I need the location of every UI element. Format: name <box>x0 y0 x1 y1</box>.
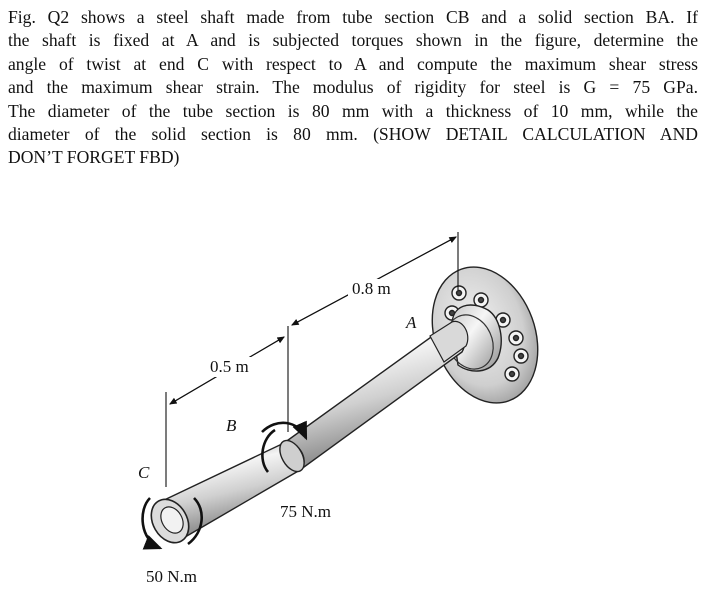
point-a-label: A <box>406 313 417 332</box>
problem-line-3: angle of twist at end C with respect to A and compute the maximum shear stress <box>8 53 698 74</box>
problem-line-1: Fig. Q2 shows a steel shaft made from tube section CB and a solid section BA. If <box>8 7 698 27</box>
point-c-label: C <box>138 463 150 482</box>
dimension-cb-label: 0.5 m <box>210 357 249 376</box>
dimension-ba-label: 0.8 m <box>352 279 391 298</box>
problem-line-4: and the maximum shear strain. The modulus of rigidity for steel is G = 75 GPa. <box>8 77 698 98</box>
problem-line-7: DON’T FORGET FBD) <box>8 147 180 168</box>
problem-line-5: The diameter of the tube section is 80 mm with a thickness of 10 mm, while the <box>8 100 698 121</box>
torque-b-label: 75 N.m <box>280 502 331 521</box>
problem-line-6: diameter of the solid section is 80 mm. (SHOW DETAIL CALCULATION AND <box>8 124 698 145</box>
point-b-label: B <box>226 416 237 435</box>
torque-c-label: 50 N.m <box>146 567 197 586</box>
problem-line-2: the shaft is fixed at A and is subjected torques shown in the figure, determine the <box>8 30 698 51</box>
